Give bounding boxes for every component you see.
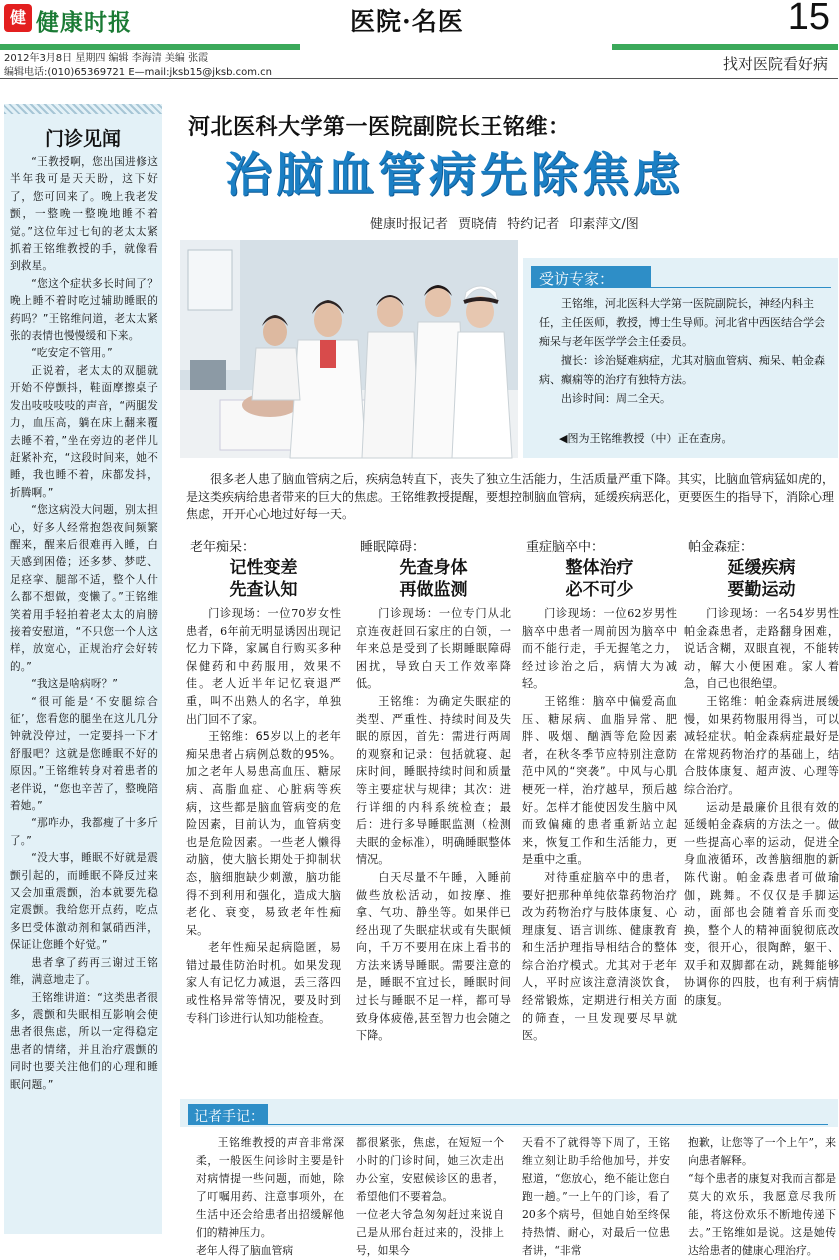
- masthead-rule-right: [612, 44, 838, 50]
- photo-caption: ◀图为王铭维教授（中）正在查房。: [559, 432, 733, 445]
- column-body: [522, 605, 677, 1045]
- sidebar-paragraph: “我这是啥病呀？”: [31, 678, 119, 691]
- reporter-notes-text: 王铭维教授的声音非常深柔，一般医生问诊时主要是针对病情提一些问题，而她，除了叮嘱用药、注意事项外，在生活中还会给患者出招缓解他们的精神压力。 老年人得了脑血管病: [196, 1136, 344, 1257]
- expert-info-box: [523, 258, 838, 458]
- column-paragraph: 运动是最廉价且很有效的延缓帕金森病的方法之一。做一些提高心率的运动，促进全身血液循环，改善脑细胞的新陈代谢。帕金森患者可做瑜伽，跳舞。不仅仅是手脚运动，面部也会随着音乐而变换，整个人的精神面貌彻底改变，很开心，很陶醉，躯干、双手和双脚都在动，跳舞能够协调你的四肢，也有利于病情的康复。: [684, 800, 839, 1008]
- expert-paragraph: 擅长：诊治疑难病症，尤其对脑血管病、痴呆、帕金森病、癫痫等的治疗有独特方法。: [539, 354, 825, 386]
- section-tagline: 找对医院看好病: [722, 55, 828, 73]
- column-paragraph: 王铭维：帕金森病进展缓慢，如果药物服用得当，可以减轻症状。帕金森病症最好是在常规药物治疗的基础上，结合肢体康复、超声波、心理等综合治疗。: [684, 694, 839, 796]
- column-paragraph: 白天尽量不午睡，入睡前做些放松活动，如按摩、推拿、气功、静坐等。如果伴已经出现了失眠症状或有失眠倾向，千万不要用在床上看书的方法来诱导睡眠。需要注意的是，睡眠不宜过长，睡眠时间过长与睡眠不足一样，都可导致身体疲倦,甚至智力也会随之下降。: [356, 870, 511, 1043]
- column-sleep-disorder: [356, 536, 511, 1045]
- column-paragraph: 对待重症脑卒中的患者，要好把那种单纯依靠药物治疗改为药物治疗与肢体康复、心理康复、语言训练、健康教育和生活护理指导相结合的整体综合治疗模式。尤其对于老年人，平时应该注意清淡饮食，经常锻炼，定期进行相关方面的筛查，一旦发现要尽早就医。: [522, 870, 677, 1043]
- ward-round-photo: [180, 240, 518, 458]
- reporter-notes-column: [356, 1134, 504, 1257]
- column-section-label: 帕金森症：: [688, 540, 754, 555]
- column-paragraph: 王铭维：65岁以上的老年痴呆患者占病例总数的95%。加之老年人易患高血压、糖尿病、高脂血症、心脏病等疾病，这些都是脑血管病变的危险因素，目前认为，血管病变也是危险因素。一些老人懒得动脑，使大脑长期处于抑制状态，脑细胞缺少刺激，脑功能得不到利用和强化，造成大脑老化、衰变，易致老年性痴呆。: [186, 730, 341, 937]
- reporter-notes-text: 抱歉，让您等了一个上午”，来向患者解释。 “每个患者的康复对我而言都是莫大的欢乐，我愿意尽我所能，将这份欢乐不断地传递下去。”王铭维如是说。这是她传达给患者的健康心理治疗。: [688, 1136, 836, 1257]
- issue-info: 2012年3月8日 星期四 编辑 李海清 美编 张霞: [4, 53, 209, 64]
- section-title: 医院·名医: [350, 7, 464, 36]
- sidebar-hatch-decoration: [4, 104, 162, 114]
- column-paragraph: 王铭维：为确定失眠症的类型、严重性、持续时间及失眠的原因，首先：需进行两周的观察和记录：包括就寝、起床时间，睡眠持续时间和质量等主要症状与规律；其次：进行详细的内科系统检查；最后：进行多导睡眠监测（检测夫眠的金标准），明确睡眠整体情况。: [356, 694, 511, 867]
- column-title-line: 记性变差: [229, 558, 298, 578]
- column-title-line: 整体治疗: [565, 558, 634, 578]
- column-title-line: 延缓疾病: [727, 558, 796, 578]
- reporter-notes-header: [180, 1099, 838, 1127]
- sidebar-story: [10, 154, 158, 1094]
- column-paragraph: 门诊现场：一位专门从北京连夜赶回石家庄的白领，一年来总是受到了长期睡眠障碍困扰，导致白天工作效率降低。: [356, 607, 511, 691]
- column-section-label: 重症脑卒中：: [526, 540, 605, 555]
- column-dementia: [186, 536, 341, 1027]
- article-kicker: 河北医科大学第一医院副院长王铭维：: [188, 114, 571, 140]
- sidebar-paragraph: “吃安定不管用。”: [31, 347, 113, 360]
- column-paragraph: 门诊现场：一位62岁男性脑卒中患者一周前因为脑卒中而不能行走，手无握笔之力，经过诊治之后，病情大为减轻。: [522, 607, 677, 691]
- reporter-notes-tab: [188, 1104, 268, 1125]
- column-title: [522, 557, 677, 601]
- expert-bio: [539, 294, 829, 408]
- sidebar-heading: 门诊见闻: [44, 128, 121, 150]
- page-number: 15: [787, 0, 830, 38]
- column-paragraph: 门诊现场：一位70岁女性患者，6年前无明显诱因出现记忆力下降，家属自行购买多种保健药和中药服用，效果不佳。老人近半年记忆衰退严重，叫不出熟人的名字，单独出门回不了家。: [186, 607, 341, 726]
- column-title: [684, 557, 839, 601]
- reporter-notes-text: 都很紧张，焦虑，在短短一个小时的门诊时间，她三次走出办公室，安慰候诊区的患者，希望他们不要着急。 一位老大爷急匆匆赶过来说自己是从邢台赶过来的，没排上号，如果今: [356, 1136, 504, 1257]
- sidebar-paragraph: “很可能是‘不安腿综合征’，您看您的腿坐在这儿几分钟就没停过，一定要抖一下才舒服吧？这就是您睡眠不好的原因。”王铭维转身对着患者的老伴说，“您也辛苦了，整晚陪着她。”: [10, 695, 158, 813]
- reporter-notes-rule: [268, 1124, 828, 1125]
- column-parkinson: [684, 536, 839, 1010]
- masthead: [0, 0, 838, 80]
- column-title-line: 要勤运动: [727, 580, 796, 600]
- ward-round-photo-illustration: [180, 240, 518, 458]
- logo-badge-icon: 健: [4, 4, 32, 32]
- column-body: [186, 605, 341, 1027]
- expert-tab-rule: [651, 287, 831, 288]
- reporter-notes-column: [522, 1134, 670, 1257]
- reporter-notes-label: 记者手记：: [194, 1109, 264, 1125]
- sidebar-paragraph: “您这个症状多长时间了？晚上睡不着时吃过辅助睡眠的药吗？”王铭维问道，老太太紧张的表情也慢慢缓和下来。: [10, 277, 158, 343]
- sidebar-paragraph: “王教授啊，您出国进修这半年我可是天天盼，这下好了，您可回来了。晚上我老发颤，一整晚一整晚地睡不着觉。”这位年过七旬的老太太紧抓着王铭维教授的手，就像看到救星。: [10, 156, 158, 273]
- column-stroke: [522, 536, 677, 1045]
- reporter-notes-column: [688, 1134, 836, 1257]
- logo-text: 健康时报: [36, 10, 132, 36]
- column-paragraph: 老年性痴呆起病隐匿，易错过最佳防治时机。如果发现家人有记忆力减退，丢三落四或性格异常等情况，要及时到专科门诊进行认知功能检查。: [186, 941, 341, 1025]
- sidebar-paragraph: 患者拿了药再三谢过王铭维，满意地走了。: [10, 956, 158, 987]
- column-title-line: 再做监测: [399, 580, 468, 600]
- newspaper-logo: [4, 4, 142, 38]
- column-paragraph: 门诊现场：一名54岁男性帕金森患者，走路翻身困难，说话含糊，双眼直视，不能转动，解大小便困难。家人着急，自己也很绝望。: [684, 607, 839, 691]
- column-section-label: 老年痴呆：: [190, 540, 256, 555]
- intro-paragraph: 很多老人患了脑血管病之后，疾病急转直下，丧失了独立生活能力，生活质量严重下降。其实，比脑血管病猛如虎的，是这类疾病给患者带来的巨大的焦虑。王铭维教授提醒，要想控制脑血管病，延缓疾病恶化，更要医生的指导下，消除心理焦虑，开开心心地过好每一天。: [186, 472, 835, 521]
- reporter-notes-column: [196, 1134, 344, 1257]
- sidebar-paragraph: “那咋办，我都瘦了十多斤了。”: [10, 817, 158, 847]
- sidebar-paragraph: “您这病没大问题，别太担心，好多人经常抱怨夜间频繁醒来，醒来后很难再入睡，白天感到困倦；还多梦、梦呓、足痉挛、腿部不适，整个人什么都不想做，变懒了。”王铭维笑着用手轻拍着老太太的肩膀接着安慰道，“不只您一个人这样，放宽心，正规治疗会好转的。”: [10, 504, 158, 673]
- article-byline: 健康时报记者 贾晓倩 特约记者 印素萍文/图: [370, 217, 639, 232]
- masthead-divider: [0, 78, 838, 79]
- column-title-line: 先查认知: [229, 580, 298, 600]
- column-section-label: 睡眠障碍：: [360, 540, 426, 555]
- sidebar-paragraph: 王铭维讲道：“这类患者很多，震颤和失眠相互影响会使患者很焦虑，所以一定得稳定患者的情绪，并且治疗震颤的同时也要关注他们的心理和睡眠问题。”: [10, 991, 158, 1091]
- expert-tab-label: 受访专家：: [539, 270, 615, 288]
- column-title: [356, 557, 511, 601]
- column-title: [186, 557, 341, 601]
- article-headline: 治脑血管病先除焦虑: [225, 148, 684, 203]
- sidebar-paragraph: “没大事，睡眠不好就是震颤引起的，而睡眠不降反过来又会加重震颤，治本就要先稳定震颤。我给您开点药，吃点多巴受体激动剂和氯硝西泮，保证让您睡个好觉。”: [10, 852, 158, 952]
- expert-tab: [531, 266, 651, 288]
- column-paragraph: 王铭维：脑卒中偏爱高血压、糖尿病、血脂异常、肥胖、吸烟、酗酒等危险因素者，在秋冬季节应特别注意防范中风的“突袭”。中风与心肌梗死一样，治疗越早，预后越好。怎样才能使因发生脑中风而致偏瘫的患者重新站立起来，恢复工作和生活能力，更是重中之重。: [522, 694, 677, 867]
- expert-paragraph: 出诊时间：周二全天。: [561, 392, 671, 405]
- sidebar-paragraph: 正说着，老太太的双腿就开始不停颤抖，鞋面摩擦桌子发出吱吱吱吱的声音，“两腿发力，血压高，躺在床上翻来覆去睡不着，”坐在旁边的老伴儿赶紧补充，“这段时间来，她不睡，我也睡不着，床都发抖，折腾啊。”: [10, 364, 158, 499]
- column-title-line: 必不可少: [565, 580, 634, 600]
- column-body: [684, 605, 839, 1010]
- article-intro: [186, 471, 834, 524]
- clinic-observation-sidebar: [4, 104, 162, 1234]
- column-body: [356, 605, 511, 1045]
- column-title-line: 先查身体: [399, 558, 468, 578]
- editor-contact: 编辑电话:(010)65369721 E—mail:jksb15@jksb.com.cn: [4, 67, 272, 78]
- reporter-notes-text: 天看不了就得等下周了，王铭维立刻让助手给他加号，并安慰道，“您放心，绝不能让您白跑一趟。”一上午的门诊，看了20多个病号，但她自始至终保持热情、耐心，对最后一位患者讲，“非常: [522, 1136, 670, 1257]
- expert-paragraph: 王铭维，河北医科大学第一医院副院长，神经内科主任，主任医师，教授，博士生导师。河北省中西医结合学会痴呆与老年医学学会主任委员。: [539, 297, 825, 348]
